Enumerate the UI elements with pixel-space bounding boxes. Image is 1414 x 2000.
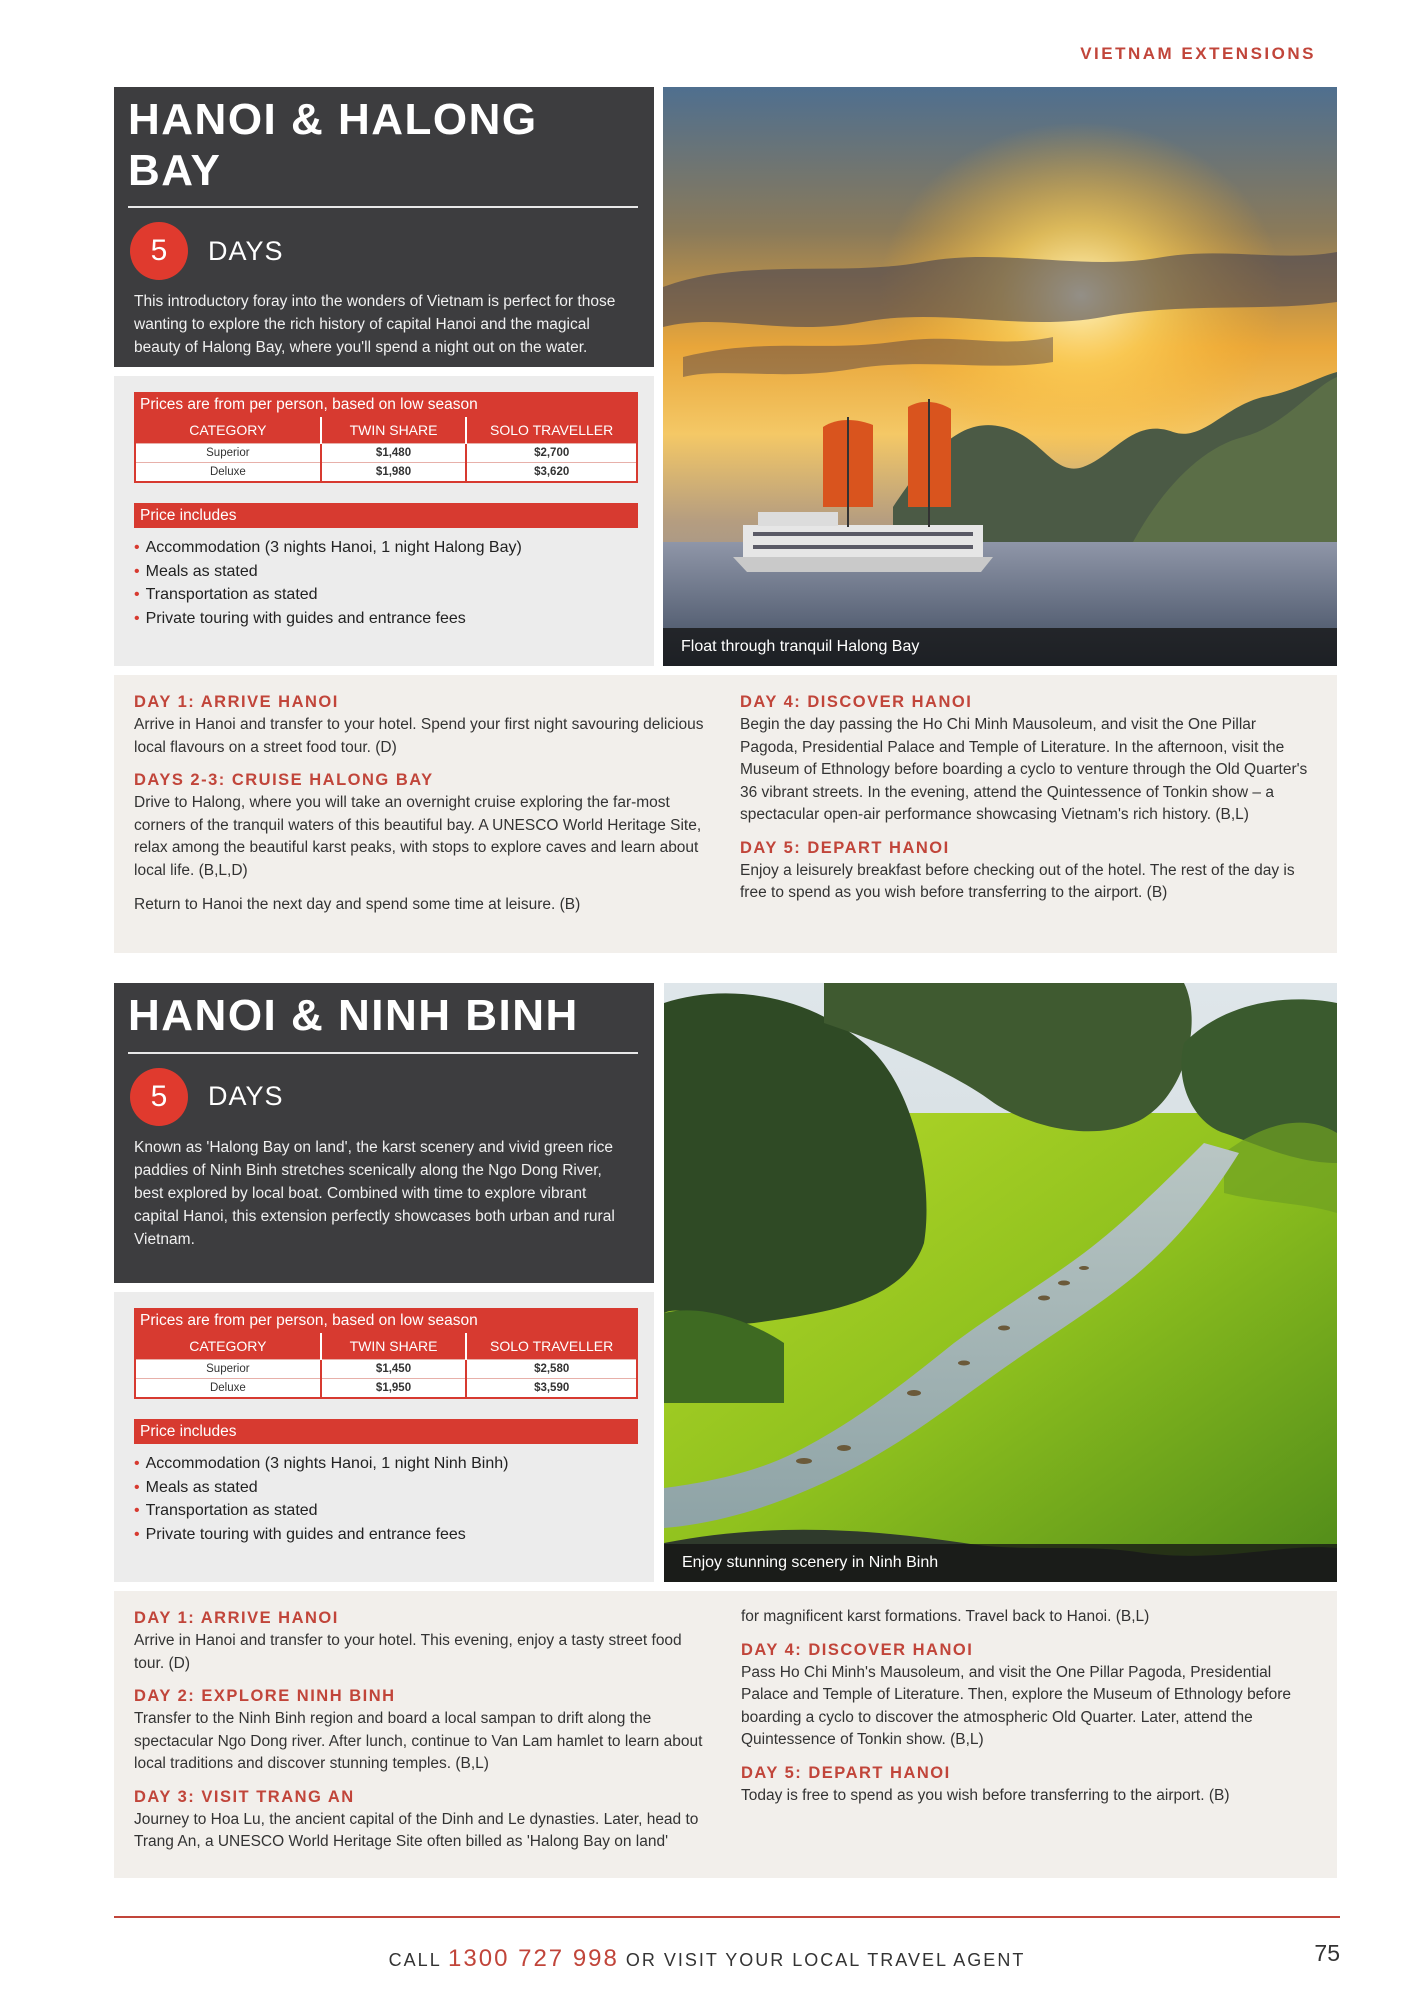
tour2-photo-caption: Enjoy stunning scenery in Ninh Binh (664, 1544, 1337, 1582)
tour2-days-label: DAYS (208, 1081, 284, 1112)
tour2-days-number: 5 (130, 1068, 188, 1126)
day-heading: DAY 1: ARRIVE HANOI (134, 693, 339, 711)
tour1-photo-caption: Float through tranquil Halong Bay (663, 628, 1337, 666)
tour1-itinerary-left (134, 693, 704, 929)
footer-divider (114, 1916, 1340, 1918)
tour1-days-number: 5 (130, 222, 188, 280)
day-heading: DAY 1: ARRIVE HANOI (134, 1609, 339, 1627)
list-item: • Meals as stated (134, 1476, 638, 1500)
cell-category: Deluxe (135, 1379, 321, 1399)
day-text: Today is free to spend as you wish before transferring to the airport. (B) (741, 1786, 1230, 1804)
list-item: • Accommodation (3 nights Hanoi, 1 night Ninh Binh) (134, 1452, 638, 1476)
cell-twin: $1,980 (321, 463, 467, 483)
col-category: CATEGORY (135, 417, 321, 444)
tour2-prices-heading: Prices are from per person, based on low season (134, 1308, 638, 1333)
ninh-binh-illustration (664, 983, 1337, 1582)
tour2-includes-heading: Price includes (134, 1419, 638, 1444)
cell-twin: $1,450 (321, 1360, 467, 1379)
tour2-intro: Known as 'Halong Bay on land', the karst scenery and vivid green rice paddies of Ninh Binh stretches scenically along the Ngo Dong River, best explored by local boat. Combined with time to explore vibrant capital Hanoi, this extension perfectly showcases both urban and rural Vietnam. (134, 1138, 615, 1248)
list-item: • Private touring with guides and entrance fees (134, 1523, 638, 1547)
day-text: Arrive in Hanoi and transfer to your hotel. This evening, enjoy a tasty street food tour. (D) (134, 1632, 682, 1672)
footer-call: CALL (388, 1950, 442, 1970)
tour1-title: HANOI & HALONG BAY (128, 95, 638, 208)
table-row (135, 463, 637, 483)
tour2-price-box (114, 1292, 654, 1582)
cell-solo: $3,590 (466, 1379, 637, 1399)
day-text: Return to Hanoi the next day and spend some time at leisure. (B) (134, 896, 581, 913)
day-heading: DAY 4: DISCOVER HANOI (740, 693, 973, 711)
day-text: Drive to Halong, where you will take an overnight cruise exploring the far-most corners of the tranquil waters of this beautiful bay. A UNESCO World Heritage Site, relax among the beautiful karst peaks, with stops to explore caves and learn about local life. (B,L,D) (134, 794, 702, 879)
tour2-itinerary-right (741, 1606, 1316, 1819)
cell-solo: $2,700 (466, 444, 637, 463)
col-solo-traveller: SOLO TRAVELLER (466, 417, 637, 444)
tour1-itinerary (114, 675, 1337, 953)
day-heading: DAY 4: DISCOVER HANOI (741, 1640, 974, 1659)
footer (0, 1945, 1414, 1973)
tour1-duration (130, 222, 628, 280)
cell-solo: $2,580 (466, 1360, 637, 1379)
col-twin-share: TWIN SHARE (321, 1333, 467, 1360)
list-item: • Transportation as stated (134, 583, 638, 607)
tour1-intro: This introductory foray into the wonders of Vietnam is perfect for those wanting to explore the rich history of capital Hanoi and the magical beauty of Halong Bay, where you'll spend a night out on the water. (134, 293, 616, 357)
day-text: Arrive in Hanoi and transfer to your hotel. Spend your first night savouring delicious local flavours on a street food tour. (D) (134, 716, 704, 756)
footer-phone[interactable]: 1300 727 998 (448, 1945, 619, 1972)
table-row (135, 444, 637, 463)
tour2-includes-list (134, 1452, 638, 1546)
col-solo-traveller: SOLO TRAVELLER (466, 1333, 637, 1360)
tour2-itinerary (114, 1591, 1337, 1878)
tour2-title: HANOI & NINH BINH (128, 991, 638, 1054)
list-item: • Private touring with guides and entrance fees (134, 607, 638, 631)
list-item: • Transportation as stated (134, 1499, 638, 1523)
day-text: Journey to Hoa Lu, the ancient capital of the Dinh and Le dynasties. Later, head to Trang An, a UNESCO World Heritage Site often billed as 'Halong Bay on land' (134, 1810, 699, 1850)
list-item: • Accommodation (3 nights Hanoi, 1 night Halong Bay) (134, 536, 638, 560)
cell-solo: $3,620 (466, 463, 637, 483)
cell-category: Superior (135, 444, 321, 463)
halong-bay-illustration (663, 87, 1337, 666)
page-number: 75 (1314, 1940, 1340, 1966)
day-heading: DAY 3: VISIT TRANG AN (134, 1787, 355, 1806)
tour2-title-box (114, 983, 654, 1283)
tour1-itinerary-right (740, 693, 1315, 917)
tour1-includes-heading: Price includes (134, 503, 638, 528)
day-heading: DAY 5: DEPART HANOI (741, 1763, 951, 1782)
day-text: Pass Ho Chi Minh's Mausoleum, and visit the One Pillar Pagoda, Presidential Palace and Temple of Literature. Then, explore the Museum of Ethnology before boarding a cyclo to discover the atmospheric Old Quarter. Later, attend the Quintessence of Tonkin show. (B,L) (741, 1663, 1292, 1748)
tour2-itinerary-left (134, 1609, 704, 1866)
cell-twin: $1,950 (321, 1379, 467, 1399)
tour1-prices-heading: Prices are from per person, based on low season (134, 392, 638, 417)
tour1-title-box (114, 87, 654, 367)
day-text: Enjoy a leisurely breakfast before checking out of the hotel. The rest of the day is free to spend as you wish before transferring to the airport. (B) (740, 861, 1295, 901)
day-text: Transfer to the Ninh Binh region and board a local sampan to drift along the spectacular Ngo Dong river. After lunch, continue to Van Lam hamlet to learn about local traditions and discover stunning temples. (B,L) (134, 1710, 703, 1772)
day-heading: DAY 5: DEPART HANOI (740, 838, 950, 857)
tour1-days-label: DAYS (208, 235, 284, 266)
tour2-photo (664, 983, 1337, 1582)
tour1-includes-list (134, 536, 638, 630)
list-item: • Meals as stated (134, 560, 638, 584)
cell-category: Superior (135, 1360, 321, 1379)
tour1-photo (663, 87, 1337, 666)
col-category: CATEGORY (135, 1333, 321, 1360)
day-heading: DAY 2: EXPLORE NINH BINH (134, 1687, 396, 1705)
footer-rest: OR VISIT YOUR LOCAL TRAVEL AGENT (625, 1950, 1026, 1970)
tour2-price-table (134, 1333, 638, 1399)
col-twin-share: TWIN SHARE (321, 417, 467, 444)
day-text: Begin the day passing the Ho Chi Minh Mausoleum, and visit the One Pillar Pagoda, Presidential Palace and Temple of Literature. In the afternoon, visit the Museum of Ethnology before boarding a cyclo to venture through the Old Quarter's 36 vibrant streets. In the evening, attend the Quintessence of Tonkin show – a spectacular open-air performance showcasing Vietnam's rich history. (B,L) (740, 716, 1308, 823)
day-text: for magnificent karst formations. Travel back to Hanoi. (B,L) (741, 1608, 1150, 1625)
cell-twin: $1,480 (321, 444, 467, 463)
table-row (135, 1379, 637, 1399)
day-heading: DAYS 2-3: CRUISE HALONG BAY (134, 771, 434, 789)
tour2-duration (130, 1068, 628, 1126)
section-label: VIETNAM EXTENSIONS (1080, 44, 1316, 63)
tour1-price-box (114, 376, 654, 666)
cell-category: Deluxe (135, 463, 321, 483)
table-row (135, 1360, 637, 1379)
tour1-price-table (134, 417, 638, 483)
